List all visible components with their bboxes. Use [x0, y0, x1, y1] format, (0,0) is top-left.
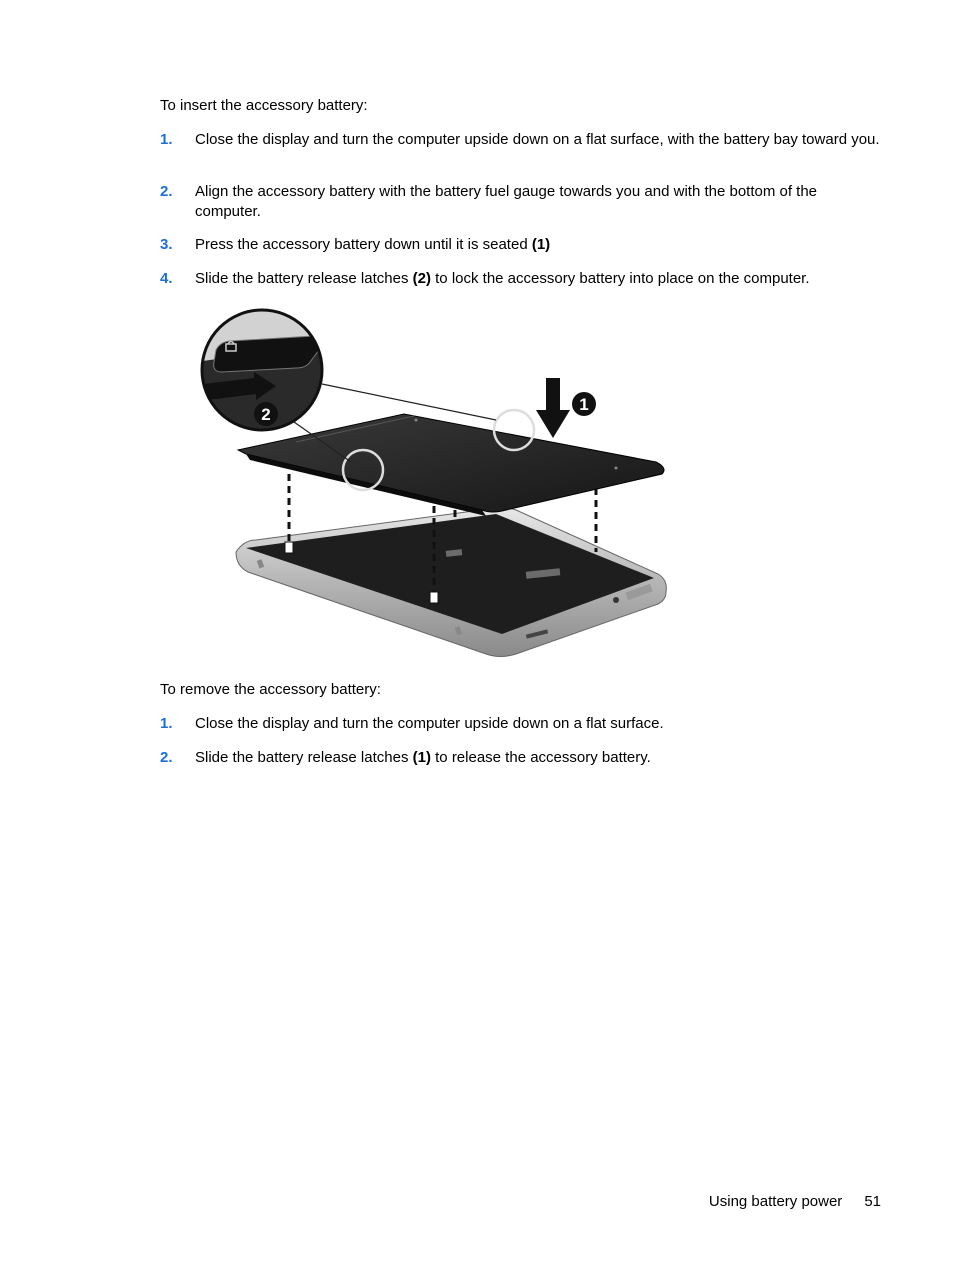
battery-installation-illustration: [196, 302, 676, 662]
insert-step-3: [160, 235, 884, 255]
page-number: 51: [864, 1193, 881, 1210]
step-text: Align the accessory battery with the battery fuel gauge towards you and with the bottom of the computer.: [195, 183, 818, 220]
insert-step-1: [160, 130, 884, 150]
step-text: Close the display and turn the computer upside down on a flat surface.: [195, 715, 664, 732]
step-number: 4.: [160, 270, 173, 287]
callout-2: [254, 402, 278, 426]
callout-2-label: 2: [261, 405, 271, 424]
page-footer: [709, 1192, 881, 1212]
step-number: 2.: [160, 183, 173, 200]
press-down-arrow-icon: [536, 378, 570, 438]
remove-intro: To remove the accessory battery:: [160, 681, 381, 698]
step-number: 2.: [160, 749, 173, 766]
remove-step-1: [160, 714, 884, 734]
step-text: Press the accessory battery down until it is seated (1): [195, 236, 551, 253]
accessory-battery: [238, 414, 664, 516]
remove-step-2: [160, 748, 884, 768]
footer-section-title: Using battery power: [708, 1193, 843, 1210]
callout-1: [572, 392, 596, 416]
step-text: Slide the battery release latches (1) to release the accessory battery.: [195, 749, 651, 766]
step-text: Close the display and turn the computer upside down on a flat surface, with the battery bay toward you.: [195, 131, 880, 148]
step-number: 1.: [160, 131, 173, 148]
callout-1-label: 1: [579, 395, 589, 414]
step-number: 1.: [160, 715, 173, 732]
computer-base: [236, 508, 666, 657]
insert-step-4: [160, 269, 884, 289]
insert-intro: To insert the accessory battery:: [160, 97, 368, 114]
step-number: 3.: [160, 236, 173, 253]
step-text: Slide the battery release latches (2) to lock the accessory battery into place on the computer.: [195, 270, 810, 287]
insert-step-2: [160, 182, 884, 222]
